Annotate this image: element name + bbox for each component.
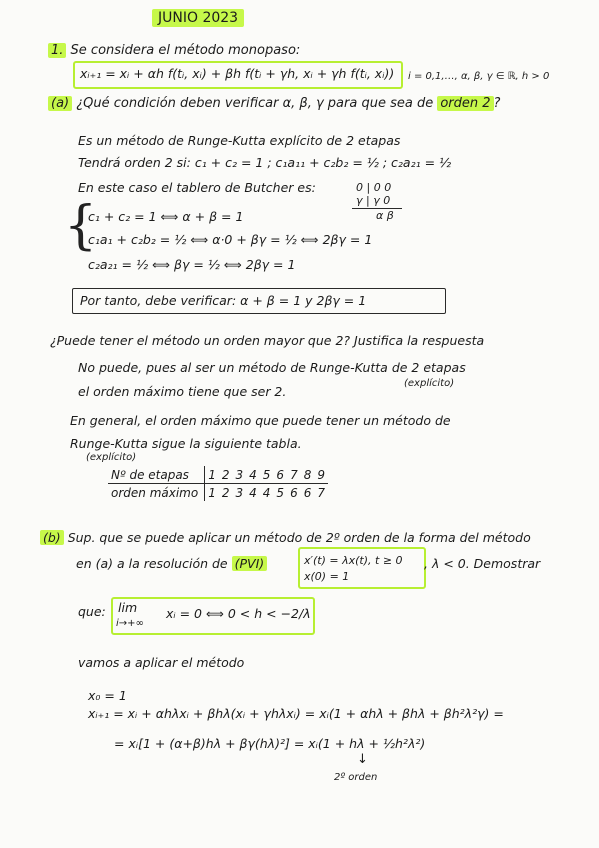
question-b-l2-end: , λ < 0. Demostrar [424,556,541,571]
initial-value: x₀ = 1 [88,688,127,703]
table-header: orden máximo [108,484,205,502]
table-row: orden máximo 1 2 3 4 4 5 6 6 7 [108,484,328,502]
answer-higher-note: (explícito) [404,378,455,389]
question-higher-order: ¿Puede tener el método un orden mayor que 2? Justifica la respuesta [50,333,485,348]
question-b-l2: en (a) a la resolución de (PVI) [76,556,267,572]
table-header: Nº de etapas [108,466,205,484]
answer-higher-l2: el orden máximo tiene que ser 2. [78,384,287,399]
answer-a-line2: Tendrá orden 2 si: c₁ + c₂ = 1 ; c₁a₁₁ + c₂b₂ = ½ ; c₂a₂₁ = ½ [78,155,452,170]
question-a: (a) ¿Qué condición deben verificar α, β, γ para que sea de orden 2 ? [48,96,500,112]
system-eq-1: c₁ + c₂ = 1 ⟺ α + β = 1 [88,209,244,224]
step-1: xᵢ₊₁ = xᵢ + αhλxᵢ + βhλ(xᵢ + γhλxᵢ) = xᵢ(1 + αhλ + βhλ + βh²λ²γ) = [88,706,504,721]
limit-subscript: i→+∞ [116,618,144,629]
pvi-eq-2: x(0) = 1 [304,570,350,583]
general-l2: Runge-Kutta sigue la siguiente tabla. [70,436,302,451]
limit-symbol: lim [118,600,138,615]
page-title: JUNIO 2023 [152,10,244,26]
system-eq-3: c₂a₂₁ = ½ ⟺ βγ = ½ ⟺ 2βγ = 1 [88,257,296,272]
butcher-row-3: α β [376,209,394,222]
general-l1: En general, el orden máximo que puede tener un método de [70,413,451,428]
table-row: Nº de etapas 1 2 3 4 5 6 7 8 9 [108,466,328,484]
butcher-row-2: γ | γ 0 [356,194,391,207]
step-2: = xᵢ[1 + (α+β)hλ + βγ(hλ)²] = xᵢ(1 + hλ + ½h²λ²) [114,736,426,751]
conclusion-text: Por tanto, debe verificar: α + β = 1 y 2βγ = 1 [80,293,367,308]
answer-higher-l1: No puede, pues al ser un método de Runge-Kutta de 2 etapas [78,360,466,375]
order-table [108,466,328,501]
que-label: que: [78,604,106,619]
answer-a-line3: En este caso el tablero de Butcher es: [78,180,316,195]
answer-a-line1: Es un método de Runge-Kutta explícito de 2 etapas [78,133,401,148]
pvi-eq-1: x′(t) = λx(t), t ≥ 0 [304,554,403,567]
general-note: (explícito) [86,452,137,463]
question-1-intro: 1. Se considera el método monopaso: [48,43,300,59]
order-note: 2º orden [334,772,378,783]
apply-method: vamos a aplicar el método [78,655,245,670]
arrow-down-icon: ↓ [357,752,368,767]
method-formula: xᵢ₊₁ = xᵢ + αh f(tᵢ, xᵢ) + βh f(tᵢ + γh, xᵢ + γh f(tᵢ, xᵢ)) [80,66,395,81]
system-brace: { [64,196,98,256]
limit-expression: xᵢ = 0 ⟺ 0 < h < −2/λ [166,606,311,621]
method-conditions: i = 0,1,…, α, β, γ ∈ ℝ, h > 0 [408,71,550,82]
system-eq-2: c₁a₁ + c₂b₂ = ½ ⟺ α·0 + βγ = ½ ⟺ 2βγ = 1 [88,232,373,247]
question-b-l1: (b) Sup. que se puede aplicar un método de 2º orden de la forma del método [40,530,531,546]
butcher-row-1: 0 | 0 0 [356,181,392,194]
